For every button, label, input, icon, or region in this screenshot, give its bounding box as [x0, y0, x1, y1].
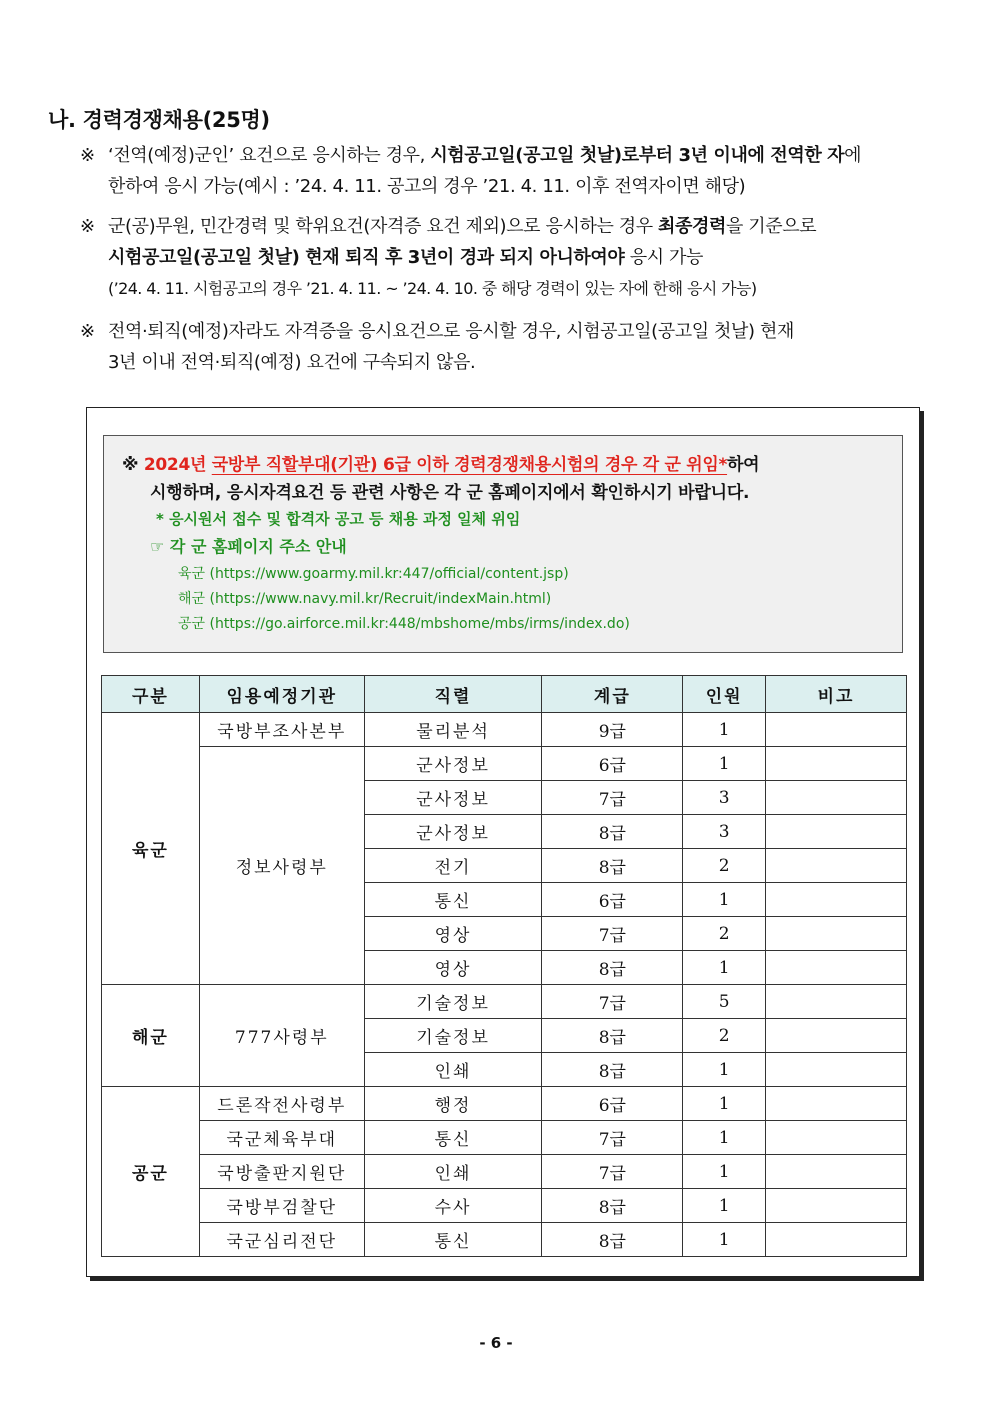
table-row — [102, 1223, 907, 1257]
remarks-cell — [766, 1121, 907, 1155]
recruitment-box — [86, 407, 920, 1277]
grade-cell: 9급 — [542, 713, 683, 747]
note3-line2: 3년 이내 전역·퇴직(예정) 요건에 구속되지 않음. — [108, 352, 476, 373]
count-cell: 1 — [683, 1121, 766, 1155]
remarks-cell — [766, 713, 907, 747]
series-cell: 인쇄 — [364, 1155, 542, 1189]
note1-emphasis: 시험공고일(공고일 첫날)로부터 3년 이내에 전역한 자 — [430, 145, 845, 166]
grade-cell: 8급 — [542, 815, 683, 849]
remarks-cell — [766, 747, 907, 781]
count-cell: 5 — [683, 985, 766, 1019]
reference-mark: ※ — [80, 216, 95, 237]
remarks-cell — [766, 1087, 907, 1121]
count-cell: 1 — [683, 1189, 766, 1223]
branch-navy: 해군 — [102, 985, 200, 1087]
remarks-cell — [766, 1189, 907, 1223]
agency-cell: 정보사령부 — [199, 747, 364, 985]
agency-cell: 국방출판지원단 — [199, 1155, 364, 1189]
series-cell: 기술정보 — [364, 985, 542, 1019]
agency-cell: 국군심리전단 — [199, 1223, 364, 1257]
table-row — [102, 1087, 907, 1121]
header-category: 구분 — [102, 676, 200, 713]
series-cell: 인쇄 — [364, 1053, 542, 1087]
count-cell: 2 — [683, 849, 766, 883]
agency-cell: 국방부검찰단 — [199, 1189, 364, 1223]
remarks-cell — [766, 1019, 907, 1053]
remarks-cell — [766, 1223, 907, 1257]
notice-footnote: * 응시원서 접수 및 합격자 공고 등 채용 과정 일체 위임 — [156, 510, 521, 528]
count-cell: 1 — [683, 1087, 766, 1121]
series-cell: 군사정보 — [364, 747, 542, 781]
grade-cell: 7급 — [542, 1155, 683, 1189]
reference-mark: ※ — [122, 455, 139, 475]
grade-cell: 8급 — [542, 951, 683, 985]
airforce-homepage-link[interactable]: 공군 (https://go.airforce.mil.kr:448/mbshome/mbs/irms/index.do) — [178, 616, 630, 632]
note1-text: ‘전역(예정)군인’ 요건으로 응시하는 경우, — [108, 145, 431, 166]
series-cell: 통신 — [364, 1121, 542, 1155]
header-series: 직렬 — [364, 676, 542, 713]
grade-cell: 8급 — [542, 1223, 683, 1257]
count-cell: 1 — [683, 1155, 766, 1189]
notice-line2: 시행하며, 응시자격요건 등 관련 사항은 각 군 홈페이지에서 확인하시기 바랍니다. — [150, 483, 750, 503]
series-cell: 행정 — [364, 1087, 542, 1121]
grade-cell: 7급 — [542, 917, 683, 951]
table-row — [102, 747, 907, 781]
remarks-cell — [766, 985, 907, 1019]
series-cell: 기술정보 — [364, 1019, 542, 1053]
remarks-cell — [766, 1155, 907, 1189]
note-certificate — [80, 316, 950, 378]
remarks-cell — [766, 849, 907, 883]
branch-army: 육군 — [102, 713, 200, 985]
count-cell: 3 — [683, 781, 766, 815]
branch-airforce: 공군 — [102, 1087, 200, 1257]
table-row — [102, 1155, 907, 1189]
remarks-cell — [766, 781, 907, 815]
series-cell: 영상 — [364, 951, 542, 985]
table-header-row — [102, 676, 907, 713]
navy-homepage-link[interactable]: 해군 (https://www.navy.mil.kr/Recruit/indexMain.html) — [178, 591, 552, 607]
note1-text-end: 에 — [844, 145, 862, 166]
army-homepage-link[interactable]: 육군 (https://www.goarmy.mil.kr:447/official/content.jsp) — [178, 566, 569, 582]
note3-line1: 전역·퇴직(예정)자라도 자격증을 응시요건으로 응시할 경우, 시험공고일(공고일 첫날) 현재 — [108, 321, 794, 342]
reference-mark: ※ — [80, 145, 95, 166]
delegation-notice — [103, 435, 903, 653]
note-career-requirement — [80, 211, 950, 304]
series-cell: 통신 — [364, 883, 542, 917]
remarks-cell — [766, 815, 907, 849]
count-cell: 1 — [683, 883, 766, 917]
page-number: - 6 - — [479, 1334, 513, 1352]
table-row — [102, 1189, 907, 1223]
series-cell: 수사 — [364, 1189, 542, 1223]
count-cell: 1 — [683, 951, 766, 985]
count-cell: 2 — [683, 917, 766, 951]
count-cell: 3 — [683, 815, 766, 849]
grade-cell: 7급 — [542, 781, 683, 815]
remarks-cell — [766, 883, 907, 917]
notice-year: 2024년 — [143, 455, 207, 475]
reference-mark: ※ — [80, 321, 95, 342]
notice-highlight: 국방부 직할부대(기관) 6급 이하 경력경쟁채용시험의 경우 각 군 위임* — [211, 455, 728, 475]
note2-emphasis: 최종경력 — [658, 216, 726, 237]
grade-cell: 7급 — [542, 1121, 683, 1155]
homepage-title: ☞ 각 군 홈페이지 주소 안내 — [150, 537, 347, 556]
count-cell: 1 — [683, 1223, 766, 1257]
notice-tail: 하여 — [727, 455, 760, 475]
grade-cell: 6급 — [542, 883, 683, 917]
series-cell: 영상 — [364, 917, 542, 951]
grade-cell: 6급 — [542, 747, 683, 781]
note2-text-end: 을 기준으로 — [726, 216, 817, 237]
remarks-cell — [766, 917, 907, 951]
note2-text: 군(공)무원, 민간경력 및 학위요건(자격증 요건 제외)으로 응시하는 경우 — [108, 216, 659, 237]
note1-example: 한하여 응시 가능(예시 : ’24. 4. 11. 공고의 경우 ’21. 4. 11. 이후 전역자이면 해당) — [108, 176, 746, 197]
table-row — [102, 1121, 907, 1155]
note2-condition-end: 응시 가능 — [624, 247, 704, 268]
header-grade: 계급 — [542, 676, 683, 713]
grade-cell: 8급 — [542, 1189, 683, 1223]
header-remarks: 비고 — [766, 676, 907, 713]
series-cell: 군사정보 — [364, 815, 542, 849]
table-row — [102, 713, 907, 747]
agency-cell: 국방부조사본부 — [199, 713, 364, 747]
note2-example: (’24. 4. 11. 시험공고의 경우 ’21. 4. 11. ~ ’24. 4. 10. 중 해당 경력이 있는 자에 한해 응시 가능) — [108, 279, 757, 298]
count-cell: 1 — [683, 1053, 766, 1087]
section-heading: 나. 경력경쟁채용(25명) — [48, 108, 270, 132]
grade-cell: 8급 — [542, 1053, 683, 1087]
grade-cell: 8급 — [542, 1019, 683, 1053]
series-cell: 물리분석 — [364, 713, 542, 747]
series-cell: 군사정보 — [364, 781, 542, 815]
remarks-cell — [766, 951, 907, 985]
grade-cell: 6급 — [542, 1087, 683, 1121]
header-agency: 임용예정기관 — [199, 676, 364, 713]
remarks-cell — [766, 1053, 907, 1087]
agency-cell: 777사령부 — [199, 985, 364, 1087]
notice-line1 — [122, 450, 759, 475]
note2-emphasis-condition: 시험공고일(공고일 첫날) 현재 퇴직 후 3년이 경과 되지 아니하여야 — [108, 247, 625, 268]
agency-cell: 드론작전사령부 — [199, 1087, 364, 1121]
count-cell: 1 — [683, 747, 766, 781]
agency-cell: 국군체육부대 — [199, 1121, 364, 1155]
series-cell: 통신 — [364, 1223, 542, 1257]
table-row — [102, 985, 907, 1019]
count-cell: 1 — [683, 713, 766, 747]
grade-cell: 7급 — [542, 985, 683, 1019]
header-count: 인원 — [683, 676, 766, 713]
count-cell: 2 — [683, 1019, 766, 1053]
grade-cell: 8급 — [542, 849, 683, 883]
note-discharged-soldier — [80, 140, 950, 202]
recruitment-table — [101, 675, 907, 1257]
series-cell: 전기 — [364, 849, 542, 883]
